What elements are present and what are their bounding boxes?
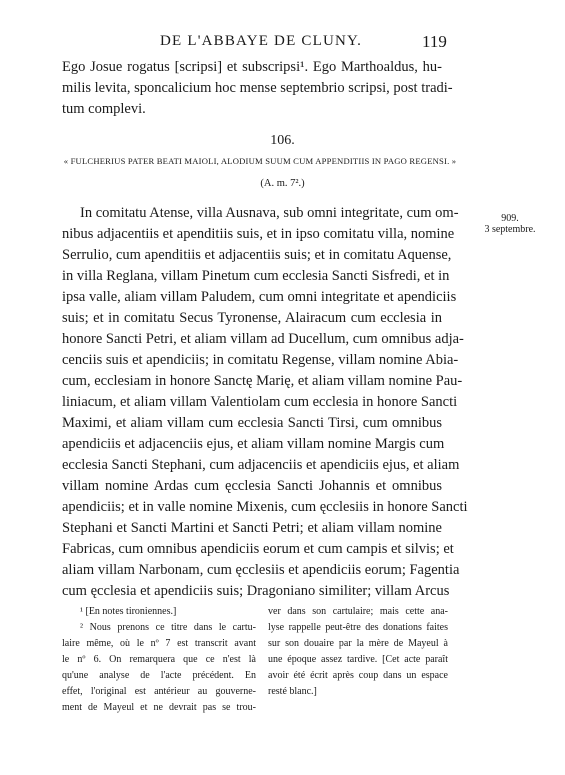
document-line: ecclesia Sancti Stephani, cum adjacenciis et apendiciis ejus, et aliam <box>62 457 460 473</box>
document-line: Maximi, et aliam villam cum ecclesia Sancti Tirsi, cum omnibus <box>62 415 442 431</box>
document-line: Stephani et Sancti Martini et Sancti Petri; et aliam villam nomine <box>62 520 442 536</box>
document-line: cum ęcclesia et apendiciis suis; Dragoniano similiter; villam Arcus <box>62 583 450 599</box>
document-line: apendiciis et adjacenciis ejus, et aliam villam nomine Margis cum <box>62 436 445 452</box>
footnote-line: ver dans son cartulaire; mais cette ana- <box>268 606 448 617</box>
document-line: cenciis suis et apendiciis; in comitatu Regense, villam nomine Abia- <box>62 352 459 368</box>
document-date: (A. m. 7².) <box>260 178 305 189</box>
document-line: liniacum, et aliam villam Valentiolam cum ecclesia in honore Sancti <box>62 394 458 410</box>
footnote-line: laire même, où le nº 7 est transcrit avant <box>62 638 256 649</box>
running-title: DE L'ABBAYE DE CLUNY. <box>160 33 363 49</box>
footnote-line: ² Nous prenons ce titre dans le cartu- <box>80 622 256 633</box>
document-line: villam nomine Ardas cum ęcclesia Sancti Johannis et omnibus <box>62 478 442 494</box>
footnote-line: lyse rappelle peut-être des donations faites <box>268 622 448 633</box>
document-line: aliam villam Narbonam, cum ęcclesiis et apendiciis eorum; Fagentia <box>62 562 460 578</box>
footnote-line: une époque assez tardive. [Cet acte paraît <box>268 654 448 665</box>
margin-date: 3 septembre. <box>484 224 536 235</box>
margin-year: 909. <box>501 213 519 224</box>
document-line: Fabricas, cum omnibus apendiciis eorum et cum campis et silvis; et <box>62 541 454 557</box>
document-line: apendiciis; et in valle nomine Mixenis, cum ęcclesiis in honore Sancti <box>62 499 468 515</box>
document-line: in villa Reglana, villam Pinetum cum ecclesia Sancti Sisfredi, et in <box>62 268 450 284</box>
opening-line: Ego Josue rogatus [scripsi] et subscripsi¹. Ego Marthoaldus, hu- <box>62 59 442 75</box>
document-title: « FULCHERIUS PATER BEATI MAIOLI, ALODIUM SUUM CUM APPENDITIIS IN PAGO REGENSI. » <box>63 156 457 166</box>
footnote-line: qu'une analyse de l'acte précédent. En <box>62 670 256 681</box>
page-header <box>0 33 565 53</box>
footnote-line: ment de Mayeul et ne devrait pas se trou- <box>62 702 256 713</box>
document-line: ipsa valle, aliam villam Paludem, cum omni integritate et apendiciis <box>62 289 457 305</box>
footnote-line: sur son douaire par la mère de Mayeul à <box>268 638 448 649</box>
document-line: In comitatu Atense, villa Ausnava, sub omni integritate, cum om- <box>80 205 459 221</box>
opening-line: tum complevi. <box>62 101 146 117</box>
document-line: nibus adjacentiis et apenditiis suis, et in ipso comitatu villa, nomine <box>62 226 455 242</box>
document-number: 106. <box>270 133 295 148</box>
footnote-line: avoir été écrit après coup dans un espace <box>268 670 448 681</box>
opening-line: milis levita, sponcalicium hoc mense septembrio scripsi, post tradi- <box>62 80 453 96</box>
page-number: 119 <box>422 32 447 51</box>
footnote-line: resté blanc.] <box>268 686 317 697</box>
document-line: honore Sancti Petri, et aliam villam ad Ducellum, cum omnibus adja- <box>62 331 464 347</box>
document-line: suis; et in comitatu Secus Tyronense, Alairacum cum ecclesia in <box>62 310 442 326</box>
document-line: Serrulio, cum apenditiis et adjacentiis suis; et in comitatu Aquense, <box>62 247 452 263</box>
footnote-line: le nº 6. On remarquera que ce n'est là <box>62 654 256 665</box>
footnote-line: effet, l'original est antérieur au gouverne- <box>62 686 256 697</box>
footnote-line: ¹ [En notes tironiennes.] <box>80 606 177 617</box>
document-line: cum, ecclesiam in honore Sanctę Marię, et aliam villam nomine Pau- <box>62 373 463 389</box>
